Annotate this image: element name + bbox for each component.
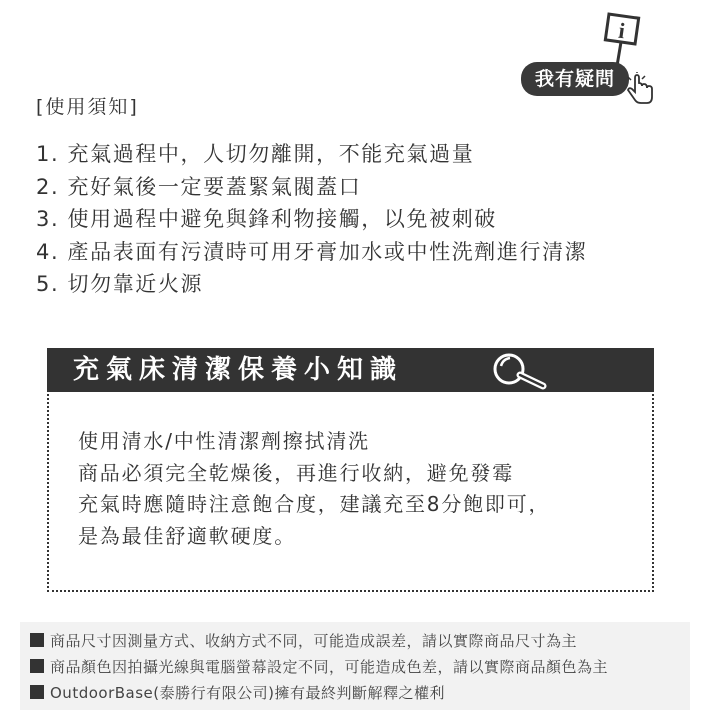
faq-badge[interactable]	[517, 10, 657, 98]
faq-label: 我有疑問	[521, 62, 629, 96]
svg-text:i: i	[617, 17, 627, 44]
care-tips-title: 充氣床清潔保養小知識	[73, 355, 404, 385]
usage-notes-list	[36, 138, 587, 301]
magnifier-icon	[491, 346, 551, 392]
square-bullet-icon	[30, 633, 44, 647]
disclaimer-panel	[20, 622, 690, 710]
care-tips-text	[78, 426, 550, 552]
disclaimer-item	[30, 682, 445, 704]
square-bullet-icon	[30, 659, 44, 673]
usage-notes-heading: [使用須知]	[36, 96, 139, 118]
list-item: 1. 充氣過程中，人切勿離開，不能充氣過量	[36, 142, 475, 166]
care-tip-line: 充氣時應隨時注意飽合度，建議充至8分飽即可，	[78, 492, 551, 516]
care-tip-line: 商品必須完全乾燥後，再進行收納，避免發霉	[78, 460, 514, 485]
list-item: 5. 切勿靠近火源	[36, 272, 204, 296]
list-item: 2. 充好氣後一定要蓋緊氣閥蓋口	[36, 174, 362, 199]
list-item: 3. 使用過程中避免與鋒利物接觸，以免被刺破	[36, 207, 497, 231]
disclaimer-text: 商品顏色因拍攝光線與電腦螢幕設定不同，可能造成色差，請以實際商品顏色為主	[50, 658, 609, 676]
disclaimer-item	[30, 630, 577, 652]
pointing-hand-icon	[625, 72, 657, 106]
info-sign-icon	[603, 12, 643, 68]
disclaimer-item	[30, 656, 608, 678]
care-tip-line: 使用清水/中性清潔劑擦拭清洗	[78, 429, 370, 453]
square-bullet-icon	[30, 685, 44, 699]
list-item: 4. 產品表面有污漬時可用牙膏加水或中性洗劑進行清潔	[36, 239, 588, 264]
care-tip-line: 是為最佳舒適軟硬度。	[78, 523, 296, 548]
care-tips-title-bar	[47, 348, 654, 392]
disclaimer-text: OutdoorBase(泰勝行有限公司)擁有最終判斷解釋之權利	[50, 684, 445, 702]
disclaimer-text: 商品尺寸因測量方式、收納方式不同，可能造成誤差，請以實際商品尺寸為主	[50, 632, 578, 650]
